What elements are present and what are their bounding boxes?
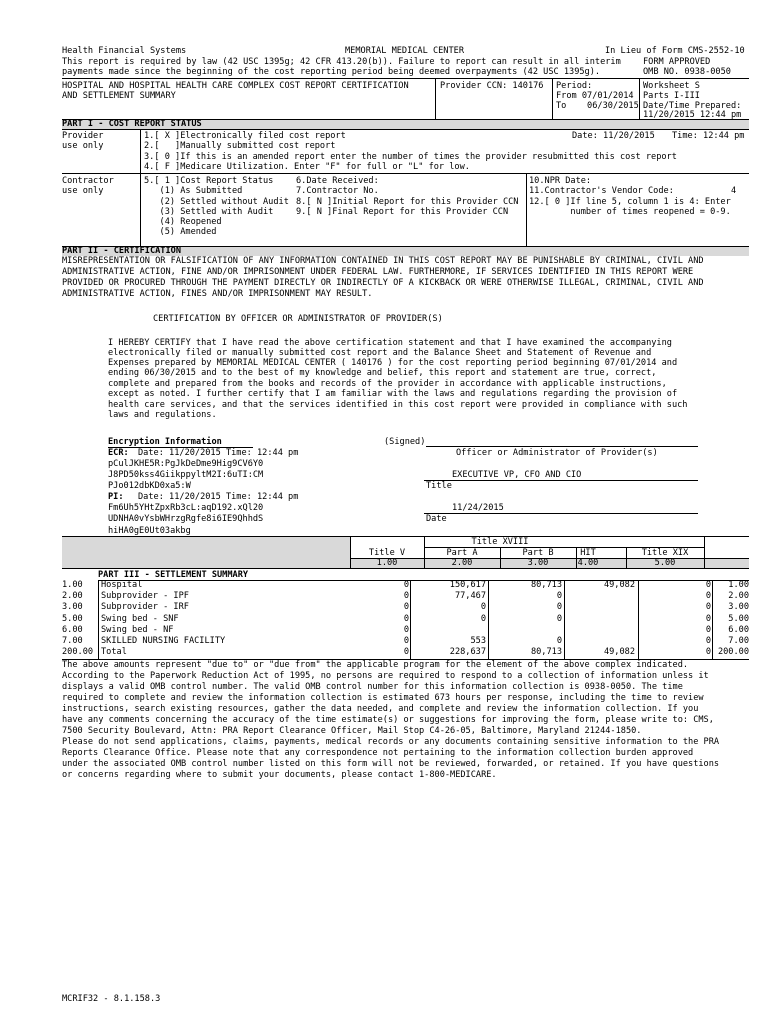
npr-date: 10.NPR Date: — [529, 176, 592, 186]
date-label: Date — [426, 514, 447, 524]
row-value: 0 — [403, 602, 409, 612]
row-value: 0 — [705, 602, 711, 612]
worksheet-label: Worksheet S — [643, 81, 700, 91]
col-num-3: 3.00 — [527, 558, 549, 568]
pi-code-1: Fm6Uh5YHtZpxRb3cL:aqD192.xQl20 — [108, 503, 264, 513]
pra-line-7: Please do not send applications, claims, payments, medical records or any documents containing sensitive information to the PRA — [62, 737, 720, 747]
row-label: Subprovider - IRF — [101, 602, 189, 612]
contractor-no: 7.Contractor No. — [296, 186, 379, 196]
row-label: Subprovider - IPF — [101, 591, 189, 601]
provider-ccn: Provider CCN: 140176 — [440, 81, 544, 91]
statement-line-3: Expenses prepared by MEMORIAL MEDICAL CENTER ( 140176 ) for the cost reporting period beginning 07/01/2014 and — [108, 358, 678, 368]
row-value: 77,467 — [454, 591, 486, 601]
row-ref-number: 1.00 — [728, 580, 749, 590]
row-value: 49,082 — [603, 580, 635, 590]
ecr-code-2: J8PD50kss4GiikppyltM2I:6uTI:CM — [108, 470, 264, 480]
contractor-use-label-1: Contractor — [62, 176, 114, 186]
warning-line-1: MISREPRESENTATION OR FALSIFICATION OF ANY INFORMATION CONTAINED IN THIS COST REPORT MAY BE PUNISHABLE BY CRIMINAL, CIVIL AND — [62, 256, 704, 266]
statement-line-2: electronically filed or manually submitted cost report and the Balance Sheet and Statement of Revenue and — [108, 348, 652, 358]
period-from: From 07/01/2014 — [556, 91, 634, 101]
row-value: 0 — [403, 647, 409, 657]
row-value: 0 — [403, 614, 409, 624]
row-ref-number: 6.00 — [728, 625, 749, 635]
pra-line-6: 7500 Security Boulevard, Attn: PRA Report Clearance Officer, Mail Stop C4-26-05, Baltimore, Maryland 21244-1850. — [62, 726, 642, 736]
row-ref-number: 7.00 — [728, 636, 749, 646]
date-prepared: 11/20/2015 12:44 pm — [643, 110, 742, 120]
pra-line-1: According to the Paperwork Reduction Act of 1995, no persons are required to respond to a collection of information unless it — [62, 671, 709, 681]
row-value: 0 — [556, 602, 562, 612]
software-version: MCRIF32 - 8.1.158.3 — [62, 994, 161, 1004]
row-ref-number: 3.00 — [728, 602, 749, 612]
status-item-2: 2.[ ]Manually submitted cost report — [144, 141, 336, 151]
row-value: 0 — [556, 636, 562, 646]
warning-line-3: PROVIDED OR PROCURED THROUGH THE PAYMENT DIRECTLY OR INDIRECTLY OF A KICKBACK OR WERE OTHERWISE ILLEGAL, CRIMINAL, CIVIL AND — [62, 278, 704, 288]
col-header-title-v: Title V — [368, 548, 406, 558]
omb-number: OMB NO. 0938-0050 — [643, 67, 731, 77]
row-value: 228,637 — [449, 647, 486, 657]
vendor-code-value: 4 — [731, 186, 737, 196]
law-notice-line-2: payments made since the beginning of the cost reporting period being deemed overpayments (42 USC 1395g). — [62, 67, 601, 77]
row-ref-number: 5.00 — [728, 614, 749, 624]
status-item-1: 1.[ X ]Electronically filed cost report — [144, 131, 346, 141]
period-to: To 06/30/2015 — [556, 101, 639, 111]
form-approved: FORM APPROVED — [643, 57, 711, 67]
vendor-code-label: 11.Contractor's Vendor Code: — [529, 186, 674, 196]
row-number: 5.00 — [62, 614, 83, 624]
pra-line-10: or concerns regarding where to submit your documents, please contact 1-800-MEDICARE. — [62, 770, 497, 780]
pi-code-3: hiHA0gE0Ut03akbg — [108, 526, 191, 536]
pra-line-8: Reports Clearance Office. Please note that any correspondence not pertaining to the information collection burden approved — [62, 748, 694, 758]
title-label: Title — [426, 481, 452, 491]
officer-label: Officer or Administrator of Provider(s) — [456, 448, 658, 458]
row-value: 0 — [556, 614, 562, 624]
statement-line-6: except as noted. I further certify that I am familiar with the laws and regulations regarding the provision of — [108, 389, 678, 399]
report-title-line-2: AND SETTLEMENT SUMMARY — [62, 91, 176, 101]
filed-time: Time: 12:44 pm — [672, 131, 745, 141]
row-value: 49,082 — [603, 647, 635, 657]
pi-label: PI: — [108, 492, 124, 502]
reopened-count-2: number of times reopened = 0-9. — [529, 207, 731, 217]
pra-line-9: under the associated OMB control number listed on this form will not be reviewed, forwarded, or retained. If you have questions — [62, 759, 720, 769]
col-header-part-b: Part B — [522, 548, 554, 558]
row-ref-number: 2.00 — [728, 591, 749, 601]
row-label: SKILLED NURSING FACILITY — [101, 636, 226, 646]
date-received: 6.Date Received: — [296, 176, 379, 186]
pra-line-4: instructions, search existing resources, gather the data needed, and complete and review the information collection. If you — [62, 704, 699, 714]
status-item-3: 3.[ 0 ]If this is an amended report enter the number of times the provider resubmitted this cost report — [144, 152, 677, 162]
col-header-part-a: Part A — [446, 548, 478, 558]
report-status-6: (5) Amended — [144, 227, 217, 237]
col-num-1: 1.00 — [376, 558, 398, 568]
row-value: 0 — [480, 602, 486, 612]
row-value: 0 — [403, 591, 409, 601]
pra-line-3: required to complete and review the information collection is estimated 673 hours per response, including the time to review — [62, 693, 704, 703]
law-notice-line-1: This report is required by law (42 USC 1395g; 42 CFR 413.20(b)). Failure to report can result in all interim — [62, 57, 621, 67]
officer-title-value: EXECUTIVE VP, CFO AND CIO — [452, 470, 582, 480]
report-status-5: (4) Reopened — [144, 217, 222, 227]
warning-line-2: ADMINISTRATIVE ACTION, FINE AND/OR IMPRISONMENT UNDER FEDERAL LAW. FURTHERMORE, IF SERVICES IDENTIFIED IN THIS REPORT WERE — [62, 267, 694, 277]
row-value: 0 — [480, 614, 486, 624]
row-value: 553 — [470, 636, 486, 646]
part2-heading: PART II - CERTIFICATION — [62, 246, 181, 256]
final-report: 9.[ N ]Final Report for this Provider CCN — [296, 207, 509, 217]
col-num-2: 2.00 — [451, 558, 473, 568]
pra-line-2: displays a valid OMB control number. The valid OMB control number for this information collection is 0938-0050. The time — [62, 682, 683, 692]
ecr-date: Date: 11/20/2015 Time: 12:44 pm — [138, 448, 299, 458]
row-value: 0 — [705, 591, 711, 601]
row-value: 0 — [705, 580, 711, 590]
row-value: 0 — [705, 636, 711, 646]
row-value: 80,713 — [530, 647, 562, 657]
row-label: Swing bed - NF — [101, 625, 174, 635]
signed-label: (Signed) — [384, 437, 426, 447]
initial-report: 8.[ N ]Initial Report for this Provider CCN — [296, 197, 519, 207]
col-num-4: 4.00 — [577, 558, 599, 568]
row-value: 0 — [705, 614, 711, 624]
pra-line-5: have any comments concerning the accuracy of the time estimate(s) or suggestions for improving the form, please write to: CMS, — [62, 715, 714, 725]
org-name: Health Financial Systems — [62, 46, 187, 56]
warning-line-4: ADMINISTRATIVE ACTION, FINES AND/OR IMPRISONMENT MAY RESULT. — [62, 289, 373, 299]
contractor-use-label-2: use only — [62, 186, 104, 196]
certification-title: CERTIFICATION BY OFFICER OR ADMINISTRATOR OF PROVIDER(S) — [153, 314, 443, 324]
statement-line-1: I HEREBY CERTIFY that I have read the above certification statement and that I have examined the accompanying — [108, 338, 672, 348]
reopened-count: 12.[ 0 ]If line 5, column 1 is 4: Enter — [529, 197, 731, 207]
form-number: In Lieu of Form CMS-2552-10 — [605, 46, 745, 56]
ecr-label: ECR: — [108, 448, 129, 458]
encryption-heading: Encryption Information — [108, 437, 222, 447]
statement-line-4: ending 06/30/2015 and to the best of my knowledge and belief, this report and statement are true, correct, — [108, 368, 657, 378]
col-header-title-xix: Title XIX — [641, 548, 689, 558]
parts-label: Parts I-III — [643, 91, 700, 101]
pi-code-2: UDNHA0vYsbWHrzgRgfe8i6IE9QhhdS — [108, 514, 264, 524]
row-number: 6.00 — [62, 625, 83, 635]
statement-line-5: complete and prepared from the books and records of the provider in accordance with applicable instructions, — [108, 379, 667, 389]
title-xviii-header: Title XVIII — [471, 537, 529, 547]
report-title-line-1: HOSPITAL AND HOSPITAL HEALTH CARE COMPLEX COST REPORT CERTIFICATION — [62, 81, 409, 91]
row-number: 200.00 — [62, 647, 94, 657]
report-status-2: (1) As Submitted — [144, 186, 243, 196]
provider-use-label-2: use only — [62, 141, 104, 151]
row-number: 3.00 — [62, 602, 83, 612]
row-label: Total — [101, 647, 127, 657]
col-num-5: 5.00 — [654, 558, 676, 568]
row-value: 0 — [705, 647, 711, 657]
row-value: 80,713 — [530, 580, 562, 590]
due-note: The above amounts represent "due to" or "due from" the applicable program for the element of the above complex indicated. — [62, 660, 689, 670]
row-value: 0 — [403, 625, 409, 635]
col-header-hit: HIT — [580, 548, 596, 558]
ecr-code-3: PJo012dbKD0xa5:W — [108, 481, 191, 491]
period-label: Period: — [556, 81, 593, 91]
row-value: 0 — [705, 625, 711, 635]
row-label: Hospital — [101, 580, 143, 590]
row-label: Swing bed - SNF — [101, 614, 179, 624]
date-prepared-label: Date/Time Prepared: — [643, 101, 742, 111]
filed-date: Date: 11/20/2015 — [572, 131, 655, 141]
part1-heading: PART I - COST REPORT STATUS — [62, 119, 202, 129]
provider-use-label-1: Provider — [62, 131, 104, 141]
pi-date: Date: 11/20/2015 Time: 12:44 pm — [138, 492, 299, 502]
row-value: 150,617 — [449, 580, 486, 590]
part3-heading: PART III - SETTLEMENT SUMMARY — [98, 570, 249, 580]
row-value: 0 — [403, 580, 409, 590]
ecr-code-1: pCulJKHE5R:PgJkDeDme9Hig9CV6Y0 — [108, 459, 264, 469]
row-value: 0 — [556, 591, 562, 601]
row-value: 0 — [403, 636, 409, 646]
report-status-4: (3) Settled with Audit — [144, 207, 274, 217]
row-number: 7.00 — [62, 636, 83, 646]
provider-name: MEMORIAL MEDICAL CENTER — [345, 46, 464, 56]
row-ref-number: 200.00 — [717, 647, 749, 657]
status-item-4: 4.[ F ]Medicare Utilization. Enter "F" for full or "L" for low. — [144, 162, 470, 172]
row-number: 1.00 — [62, 580, 83, 590]
report-status-3: (2) Settled without Audit — [144, 197, 289, 207]
statement-line-8: laws and regulations. — [108, 410, 217, 420]
statement-line-7: health care services, and that the services identified in this cost report were provided in compliance with such — [108, 400, 688, 410]
row-number: 2.00 — [62, 591, 83, 601]
report-status-1: 5.[ 1 ]Cost Report Status — [144, 176, 274, 186]
signed-date-value: 11/24/2015 — [452, 503, 504, 513]
